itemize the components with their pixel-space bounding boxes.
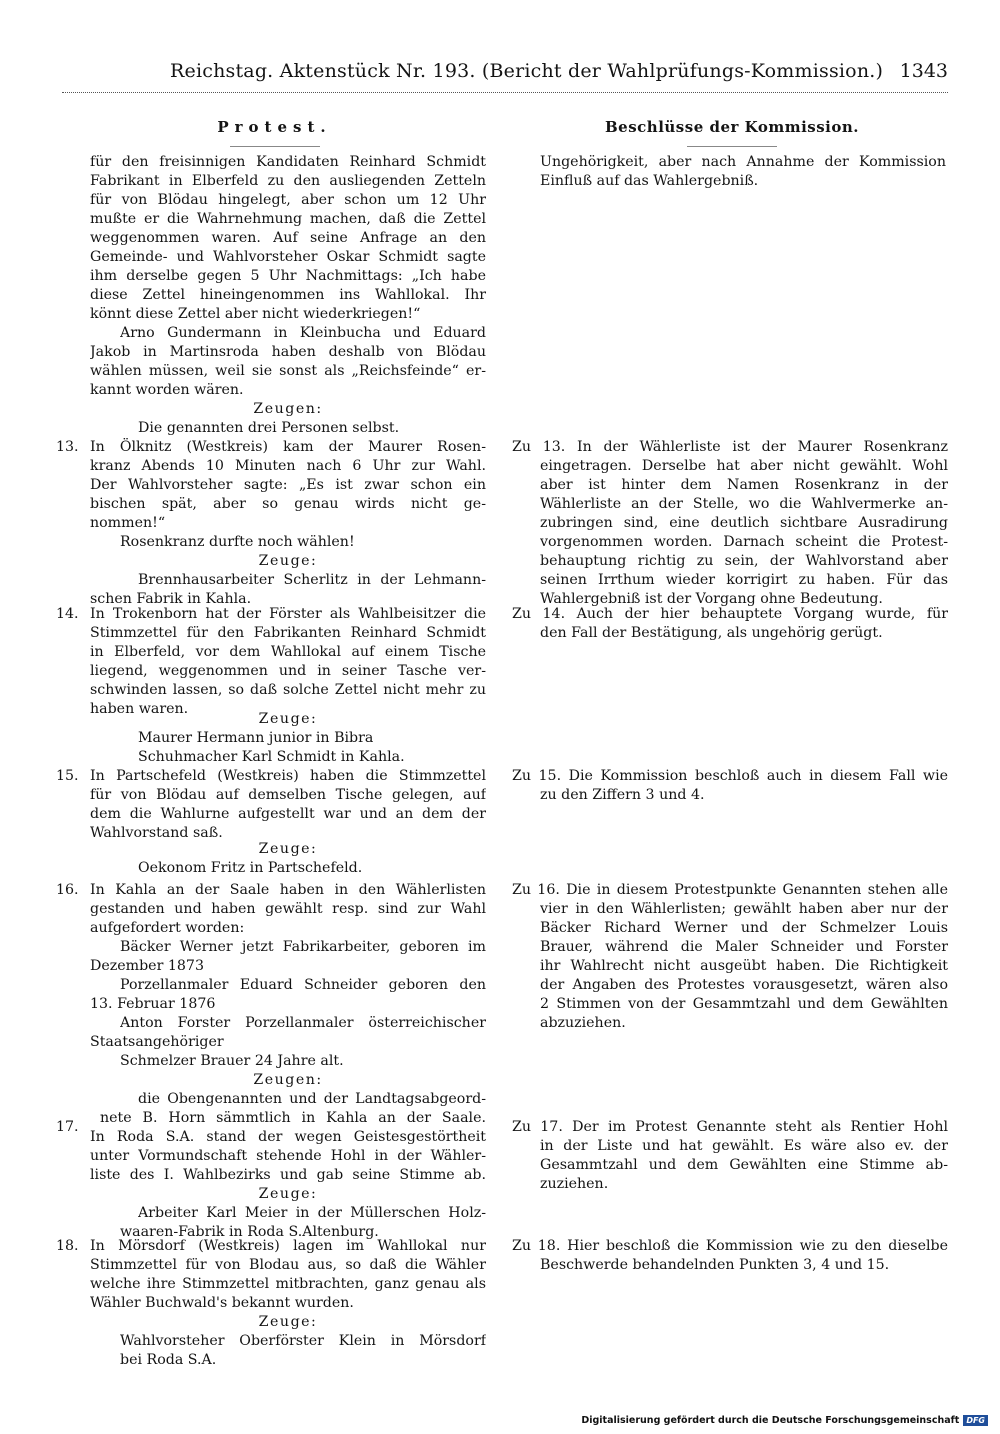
decision-line: Beschwerde behandelnden Punkten 3, 4 und 15. [540,1257,890,1273]
decision-line: Zu 16. Die in diesem Protestpunkte Genannten stehen alle [512,882,948,898]
protest-line: könnt diese Zettel aber nicht wiederkriegen!“ [90,306,421,322]
left-heading-rule [230,146,320,147]
protest-line: schen Fabrik in Kahla. [90,591,252,607]
protest-item-number: 13. [56,439,79,455]
protest-item-number: 16. [56,882,79,898]
protest-line: die Obengenannten und der Landtagsabgeord- [138,1091,486,1107]
protest-line: Wähler Buchwald's bekannt wurden. [90,1295,354,1311]
protest-item-number: 17. [56,1119,79,1135]
protest-line: liste des I. Wahlbezirks und gab seine Stimme ab. [90,1167,486,1183]
protest-line: bischen spät, aber so genau wirds nicht ge- [90,496,486,512]
protest-line: Zeuge: [258,553,318,569]
protest-line: Oekonom Fritz in Partschefeld. [138,860,363,876]
protest-line: mußte er die Wahrnehmung machen, daß die Zettel [90,211,486,227]
protest-line: Dezember 1873 [90,958,204,974]
protest-line: schwinden lassen, so daß solche Zettel nicht mehr zu [90,682,486,698]
decision-line: Zu 15. Die Kommission beschloß auch in diesem Fall wie [512,768,948,784]
protest-line: Zeuge: [258,841,318,857]
protest-line: in Elberfeld, vor dem Wahllokal auf einem Tische [90,644,486,660]
running-title: Reichstag. Aktenstück Nr. 193. (Bericht der Wahlprüfungs-Kommission.) [170,60,884,82]
decision-line: vorgenommen worden. Darnach scheint die Protest- [540,534,948,550]
protest-line: Wahlvorstand saß. [90,825,223,841]
decision-line: 2 Stimmen von der Gesammtzahl und dem Gewählten [540,996,948,1012]
protest-line: ihm derselbe gegen 5 Uhr Nachmittags: „Ich habe [90,268,486,284]
footer-credit [581,1415,988,1426]
protest-line: für von Blödau hingelegt, aber schon um 12 Uhr [90,192,486,208]
protest-line: für von Blödau auf demselben Tische gelegen, auf [90,787,486,803]
decision-line: Einfluß auf das Wahlergebniß. [540,173,759,189]
protest-line: Zeuge: [258,1314,318,1330]
protest-line: In Kahla an der Saale haben in den Wählerlisten [90,882,486,898]
protest-line: Stimmzettel für den Fabrikanten Reinhard Schmidt [90,625,486,641]
protest-line: kranz Abends 10 Minuten nach 6 Uhr zur Wahl. [90,458,486,474]
right-heading-rule [687,146,777,147]
page-number: 1343 [899,60,948,82]
protest-line: Bäcker Werner jetzt Fabrikarbeiter, geboren im [120,939,486,955]
protest-item-number: 18. [56,1238,79,1254]
protest-line: In Roda S.A. stand der wegen Geistesgestörtheit [90,1129,486,1145]
protest-line: diese Zettel hineingenommen ins Wahllokal. Ihr [90,287,486,303]
protest-line: Gemeinde- und Wahlvorsteher Oskar Schmidt sagte [90,249,486,265]
protest-line: weggenommen waren. Auf seine Anfrage an den [90,230,486,246]
protest-line: aufgefordert worden: [90,920,245,936]
protest-line: für den freisinnigen Kandidaten Reinhard Schmidt [90,154,486,170]
protest-line: gestanden und haben gewählt resp. sind zur Wahl [90,901,486,917]
protest-line: Schuhmacher Karl Schmidt in Kahla. [138,749,405,765]
protest-line: kannt worden wären. [90,382,244,398]
left-column-heading: Protest. [217,118,332,136]
decision-line: Wahlergebniß ist der Vorgang ohne Bedeutung. [540,591,883,607]
protest-line: waaren-Fabrik in Roda S.Altenburg. [120,1224,379,1240]
protest-line: Brennhausarbeiter Scherlitz in der Lehmann- [138,572,486,588]
protest-line: Die genannten drei Personen selbst. [138,420,400,436]
protest-item-number: 15. [56,768,79,784]
protest-line: Zeugen: [253,1072,323,1088]
protest-line: In Ölknitz (Westkreis) kam der Maurer Rosen- [90,439,486,455]
right-column-heading: Beschlüsse der Kommission. [605,118,859,136]
decision-line: zubringen sind, eine deutlich sichtbare Ausradirung [540,515,948,531]
protest-line: Zeugen: [253,401,323,417]
decision-line: zu den Ziffern 3 und 4. [540,787,705,803]
decision-line: Gesammtzahl und dem Gewählten eine Stimme ab- [540,1157,948,1173]
decision-line: der Angaben des Protestes vorausgesetzt, wären also [540,977,948,993]
decision-line: aber ist hinter dem Namen Rosenkranz in der [540,477,948,493]
decision-line: vier in den Wählerlisten; gewählt haben aber nur der [540,901,948,917]
decision-line: Zu 13. In der Wählerliste ist der Maurer Rosenkranz [512,439,948,455]
protest-line: Jakob in Martinsroda haben deshalb von Blödau [90,344,486,360]
decision-line: in der Liste und hat gewählt. Es wäre also ev. der [540,1138,948,1154]
protest-line: 13. Februar 1876 [90,996,216,1012]
decision-line: zuziehen. [540,1176,609,1192]
page-header [0,60,1000,90]
decision-line: behauptung richtig zu sein, der Wahlvorstand aber [540,553,948,569]
protest-line: Wahlvorsteher Oberförster Klein in Mörsdorf [120,1333,486,1349]
dfg-logo: DFG [963,1415,988,1426]
protest-line: Zeuge: [258,711,318,727]
decision-line: Zu 14. Auch der hier behauptete Vorgang wurde, für [512,606,948,622]
decision-line: Zu 17. Der im Protest Genannte steht als Rentier Hohl [512,1119,948,1135]
protest-line: Staatsangehöriger [90,1034,224,1050]
protest-line: Fabrikant in Elberfeld zu den ausliegenden Zetteln [90,173,486,189]
decision-line: Zu 18. Hier beschloß die Kommission wie zu den dieselbe [512,1238,948,1254]
protest-line: Maurer Hermann junior in Bibra [138,730,374,746]
protest-line: Schmelzer Brauer 24 Jahre alt. [120,1053,344,1069]
decision-line: Wählerliste an der Stelle, wo die Wahlvermerke an- [540,496,948,512]
protest-line: Stimmzettel für von Blodau aus, so daß die Wähler [90,1257,486,1273]
protest-line: liegend, weggenommen und in seiner Tasche ver- [90,663,486,679]
protest-line: bei Roda S.A. [120,1352,217,1368]
protest-line: In Trokenborn hat der Förster als Wahlbeisitzer die [90,606,486,622]
footer-text: Digitalisierung gefördert durch die Deutsche Forschungsgemeinschaft [581,1415,960,1426]
protest-line: nete B. Horn sämmtlich in Kahla an der Saale. [100,1110,486,1126]
protest-line: Anton Forster Porzellanmaler österreichischer [120,1015,486,1031]
decision-line: Bäcker Richard Werner und der Schmelzer Louis [540,920,948,936]
protest-line: In Partschefeld (Westkreis) haben die Stimmzettel [90,768,486,784]
protest-item-number: 14. [56,606,79,622]
protest-line: unter Vormundschaft stehende Hohl in der Wähler- [90,1148,486,1164]
protest-line: Zeuge: [258,1186,318,1202]
protest-line: nommen!“ [90,515,166,531]
protest-line: wählen müssen, weil sie sonst als „Reichsfeinde“ er- [90,363,486,379]
protest-line: Der Wahlvorsteher sagte: „Es ist zwar schon ein [90,477,486,493]
decision-line: Ungehörigkeit, aber nach Annahme der Kommission [540,154,946,170]
decision-line: abzuziehen. [540,1015,626,1031]
protest-line: Arbeiter Karl Meier in der Müllerschen Holz- [138,1205,486,1221]
protest-line: haben waren. [90,701,189,717]
protest-line: Arno Gundermann in Kleinbucha und Eduard [120,325,486,341]
decision-line: ihr Wahlrecht nicht ausgeübt haben. Die Richtigkeit [540,958,948,974]
decision-line: eingetragen. Derselbe hat aber nicht gewählt. Wohl [540,458,948,474]
decision-line: Brauer, während die Maler Schneider und Forster [540,939,948,955]
protest-line: Porzellanmaler Eduard Schneider geboren den [120,977,486,993]
protest-line: In Mörsdorf (Westkreis) lagen im Wahllokal nur [90,1238,486,1254]
protest-line: welche ihre Stimmzettel mitbrachten, ganz genau als [90,1276,486,1292]
decision-line: den Fall der Bestätigung, als ungehörig gerügt. [540,625,883,641]
protest-line: dem die Wahlurne aufgestellt war und an dem der [90,806,486,822]
protest-line: Rosenkranz durfte noch wählen! [120,534,355,550]
header-rule [62,92,948,93]
decision-line: seinen Irrthum wieder korrigirt zu haben. Für das [540,572,948,588]
